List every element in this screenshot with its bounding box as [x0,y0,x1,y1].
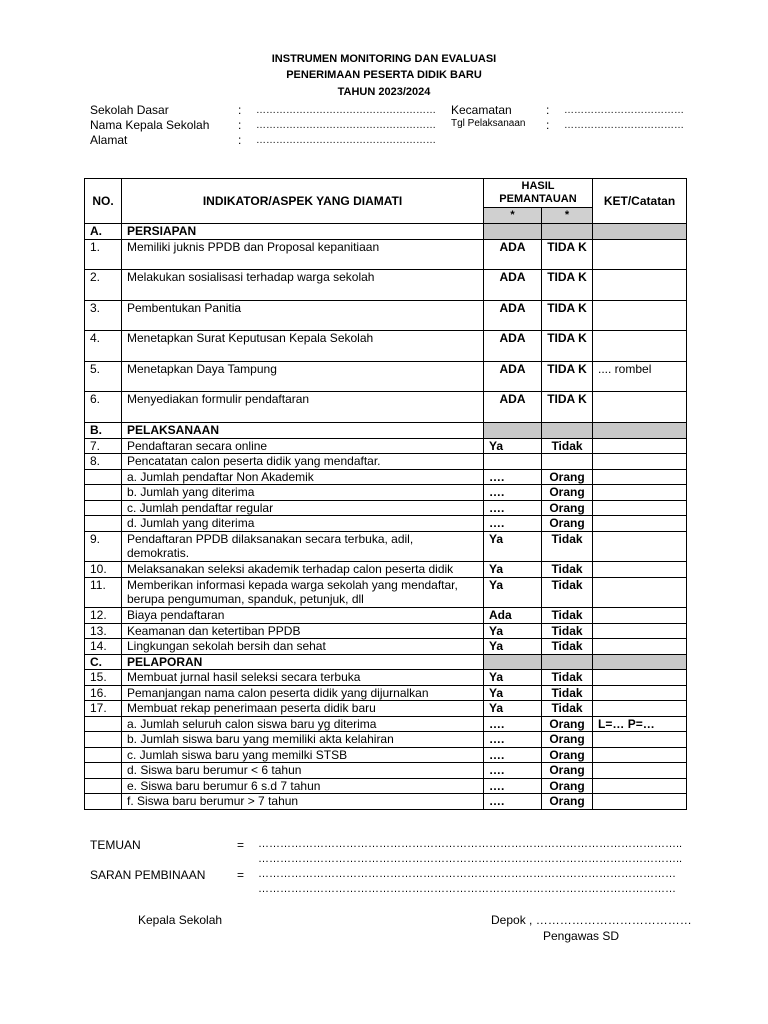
colon: : [546,103,550,117]
row-indikator: d. Siswa baru berumur < 6 tahun [122,763,484,779]
table-row [85,500,687,516]
row-result-1: …. [484,500,542,516]
header-star-1: * [484,208,542,224]
row-number: 8. [85,454,122,470]
table-row [85,763,687,779]
row-ket [593,763,687,779]
alamat-label: Alamat [90,133,128,147]
row-result-1 [484,423,542,439]
row-indikator: Keamanan dan ketertiban PPDB [122,623,484,639]
place-date: Depok , ………………………………… [491,913,692,927]
row-result-2: Orang [542,500,593,516]
row-result-1: …. [484,716,542,732]
row-number [85,469,122,485]
row-number [85,763,122,779]
colon: : [546,118,550,132]
row-number: 14. [85,639,122,655]
section-row [85,654,687,670]
row-ket [593,500,687,516]
row-result-2: Tidak [542,701,593,717]
row-indikator: a. Jumlah pendaftar Non Akademik [122,469,484,485]
table-row [85,623,687,639]
row-result-2: Orang [542,747,593,763]
table-row [85,438,687,454]
row-result-1: Ya [484,701,542,717]
row-result-2: Tidak [542,608,593,624]
row-number: 16. [85,685,122,701]
row-indikator: Pencatatan calon peserta didik yang mendaftar. [122,454,484,470]
table-row [85,270,687,301]
row-number: 12. [85,608,122,624]
row-indikator: Pendaftaran secara online [122,438,484,454]
row-ket [593,639,687,655]
row-ket [593,423,687,439]
row-result-2: Orang [542,516,593,532]
table-row [85,361,687,392]
row-result-2 [542,454,593,470]
table-row [85,531,687,562]
table-row [85,701,687,717]
row-ket [593,454,687,470]
alamat-field: ……………………………………………… [256,135,436,146]
equals-sign: = [237,868,245,882]
colon: : [238,133,242,147]
row-indikator: Menyediakan formulir pendaftaran [122,392,484,423]
row-indikator: a. Jumlah seluruh calon siswa baru yg diterima [122,716,484,732]
row-result-2: Tidak [542,670,593,686]
row-number: 5. [85,361,122,392]
row-number [85,516,122,532]
table-row [85,516,687,532]
kecamatan-field: ……………………………… [564,105,684,116]
row-result-2 [542,654,593,670]
row-ket [593,608,687,624]
row-result-1: Ya [484,639,542,655]
row-number [85,732,122,748]
row-ket [593,270,687,301]
row-number: 3. [85,300,122,331]
table-row [85,392,687,423]
row-indikator: Biaya pendaftaran [122,608,484,624]
row-result-2: Tidak [542,438,593,454]
row-result-2: Tidak [542,623,593,639]
row-number: 4. [85,331,122,362]
saran-label: SARAN PEMBINAAN [90,868,206,882]
table-row [85,562,687,578]
row-result-2: TIDA K [542,300,593,331]
sekolah-field: ……………………………………………… [256,105,436,116]
row-ket [593,300,687,331]
table-row [85,239,687,270]
table-row [85,670,687,686]
sekolah-label: Sekolah Dasar [90,103,169,117]
row-ket [593,670,687,686]
row-result-1: Ya [484,562,542,578]
row-result-2: Tidak [542,531,593,562]
row-indikator: Lingkungan sekolah bersih dan sehat [122,639,484,655]
row-indikator: Pemanjangan nama calon peserta didik yang dijurnalkan [122,685,484,701]
table-body [85,224,687,810]
row-indikator: Melakukan sosialisasi terhadap warga sekolah [122,270,484,301]
row-ket [593,516,687,532]
table-row [85,685,687,701]
row-indikator: Memiliki juknis PPDB dan Proposal kepanitiaan [122,239,484,270]
info-row-alamat [90,133,690,148]
row-number: B. [85,423,122,439]
table-row [85,716,687,732]
pengawas-signature: Pengawas SD [543,929,620,943]
temuan-field-2: …………………………………………………………………………………………………….. [258,853,683,865]
row-indikator: PELAPORAN [122,654,484,670]
row-indikator: Melaksanakan seleksi akademik terhadap calon peserta didik [122,562,484,578]
temuan-field-1: …………………………………………………………………………………………………….. [258,838,683,850]
temuan-label: TEMUAN [90,838,141,852]
row-result-2 [542,423,593,439]
row-result-2: TIDA K [542,331,593,362]
row-result-1: Ada [484,608,542,624]
row-indikator: b. Jumlah siswa baru yang memiliki akta kelahiran [122,732,484,748]
row-indikator: f. Siswa baru berumur > 7 tahun [122,794,484,810]
row-result-2: Orang [542,794,593,810]
equals-sign: = [237,838,245,852]
colon: : [238,118,242,132]
row-indikator: Membuat rekap penerimaan peserta didik baru [122,701,484,717]
row-result-2: Orang [542,732,593,748]
row-ket [593,562,687,578]
table-row [85,469,687,485]
row-number [85,778,122,794]
row-ket [593,485,687,501]
row-result-2: Tidak [542,577,593,608]
row-result-1 [484,224,542,240]
row-indikator: Menetapkan Surat Keputusan Kepala Sekolah [122,331,484,362]
kepala-label: Nama Kepala Sekolah [90,118,210,132]
table-row [85,639,687,655]
row-ket [593,577,687,608]
row-result-1 [484,654,542,670]
row-result-1: ADA [484,361,542,392]
row-result-2: Orang [542,716,593,732]
row-result-1: …. [484,516,542,532]
row-ket [593,239,687,270]
row-result-1: …. [484,794,542,810]
row-indikator: e. Siswa baru berumur 6 s.d 7 tahun [122,778,484,794]
table-row [85,608,687,624]
row-number: 9. [85,531,122,562]
kepala-field: ……………………………………………… [256,120,436,131]
row-result-1: ADA [484,331,542,362]
row-number: 2. [85,270,122,301]
row-indikator: c. Jumlah pendaftar regular [122,500,484,516]
header-star-2: * [542,208,593,224]
row-result-1: Ya [484,531,542,562]
row-ket [593,331,687,362]
row-ket [593,531,687,562]
row-number: A. [85,224,122,240]
row-ket: L=… P=… [593,716,687,732]
header-indikator: INDIKATOR/ASPEK YANG DIAMATI [122,179,484,224]
table-row [85,778,687,794]
row-ket [593,392,687,423]
row-ket [593,794,687,810]
colon: : [238,103,242,117]
header-hasil: HASIL PEMANTAUAN [484,179,593,208]
title-line-2: PENERIMAAN PESERTA DIDIK BARU [286,69,482,81]
info-row-kepala [90,118,690,133]
row-result-1: …. [484,469,542,485]
tgl-field: ……………………………… [564,120,684,131]
section-row [85,224,687,240]
header-ket: KET/Catatan [593,179,687,224]
kepala-sekolah-signature: Kepala Sekolah [138,913,223,927]
row-result-1: …. [484,747,542,763]
kecamatan-label: Kecamatan [451,103,512,117]
row-number [85,747,122,763]
row-number: 11. [85,577,122,608]
row-indikator: Memberikan informasi kepada warga sekolah yang mendaftar, berupa pengumuman, spanduk, petunjuk, dll [122,577,484,608]
row-indikator: PERSIAPAN [122,224,484,240]
row-result-1 [484,454,542,470]
section-row [85,423,687,439]
table-row [85,794,687,810]
row-ket [593,654,687,670]
row-ket [593,747,687,763]
row-indikator: d. Jumlah yang diterima [122,516,484,532]
row-ket: .... rombel [593,361,687,392]
row-number [85,716,122,732]
row-result-2: Tidak [542,639,593,655]
row-result-2: Tidak [542,562,593,578]
row-indikator: Membuat jurnal hasil seleksi secara terbuka [122,670,484,686]
row-result-2: Orang [542,778,593,794]
row-number: C. [85,654,122,670]
row-result-2: Orang [542,763,593,779]
row-number: 1. [85,239,122,270]
row-indikator: Pembentukan Panitia [122,300,484,331]
tgl-label: Tgl Pelaksanaan [451,118,526,129]
row-ket [593,701,687,717]
saran-field-2: …………………………………………………………………………………………………… [258,883,676,895]
row-result-1: Ya [484,438,542,454]
title-line-3: TAHUN 2023/2024 [337,86,431,98]
table-row [85,454,687,470]
table-row [85,300,687,331]
row-indikator: Menetapkan Daya Tampung [122,361,484,392]
row-result-1: …. [484,763,542,779]
row-ket [593,469,687,485]
row-ket [593,438,687,454]
row-result-1: ADA [484,239,542,270]
header-no: NO. [85,179,122,224]
row-number [85,500,122,516]
table-row [85,485,687,501]
row-number: 7. [85,438,122,454]
row-result-1: …. [484,778,542,794]
row-result-2: TIDA K [542,270,593,301]
row-result-2: Tidak [542,685,593,701]
row-ket [593,623,687,639]
row-result-2: TIDA K [542,392,593,423]
table-row [85,732,687,748]
row-result-1: ADA [484,270,542,301]
row-result-1: ADA [484,300,542,331]
row-result-2: Orang [542,485,593,501]
row-number: 13. [85,623,122,639]
row-indikator: Pendaftaran PPDB dilaksanakan secara terbuka, adil, demokratis. [122,531,484,562]
row-indikator: PELAKSANAAN [122,423,484,439]
row-ket [593,778,687,794]
row-result-1: Ya [484,670,542,686]
row-ket [593,732,687,748]
title-line-1: INSTRUMEN MONITORING DAN EVALUASI [271,53,497,65]
row-indikator: c. Jumlah siswa baru yang memilki STSB [122,747,484,763]
row-result-2: Orang [542,469,593,485]
row-result-1: Ya [484,577,542,608]
row-number: 6. [85,392,122,423]
row-result-2: TIDA K [542,361,593,392]
row-number [85,485,122,501]
row-result-1: Ya [484,623,542,639]
table-row [85,331,687,362]
row-number [85,794,122,810]
row-result-1: Ya [484,685,542,701]
table-row [85,747,687,763]
saran-field-1: …………………………………………………………………………………………………… [258,868,676,880]
row-number: 10. [85,562,122,578]
table-row [85,577,687,608]
info-row-sekolah [90,103,690,118]
row-result-1: ADA [484,392,542,423]
row-result-1: …. [484,485,542,501]
row-number: 17. [85,701,122,717]
row-ket [593,685,687,701]
monitoring-table [84,178,687,810]
row-result-2: TIDA K [542,239,593,270]
row-result-2 [542,224,593,240]
row-result-1: …. [484,732,542,748]
row-number: 15. [85,670,122,686]
row-ket [593,224,687,240]
row-indikator: b. Jumlah yang diterima [122,485,484,501]
